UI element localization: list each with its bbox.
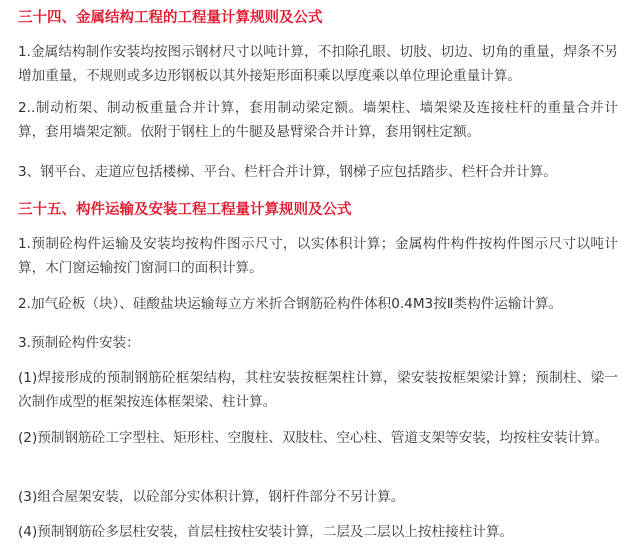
section-35-item-3-2: (2)预制钢筋砼工字型柱、矩形柱、空腹柱、双肢柱、空心柱、管道支架等安装，均按柱安装计算。	[18, 430, 609, 446]
section-35-item-3-3: (3)组合屋架安装，以砼部分实体积计算，钢杆件部分不另计算。	[18, 489, 405, 505]
section-35-item-3: 3.预制砼构件安装：	[18, 335, 140, 351]
section-34-item-2: 2..制动桁架、制动板重量合并计算，套用制动梁定额。墙架柱、墙架梁及连接柱杆的重量合并计算，套用墙架定额。依附于钢柱上的牛腿及悬臂梁合并计算，套用钢柱定额。	[18, 100, 618, 140]
section-35-item-1: 1.预制砼构件运输及安装均按构件图示尺寸，以实体积计算；金属构件构件按构件图示尺寸以吨计算，木门窗运输按门窗洞口的面积计算。	[18, 236, 618, 276]
section-34-item-1: 1.金属结构制作安装均按图示钢材尺寸以吨计算，不扣除孔眼、切肢、切边、切角的重量，焊条不另增加重量，不规则或多边形钢板以其外接矩形面积乘以厚度乘以单位理论重量计算。	[18, 44, 618, 84]
section-35-item-3-1: (1)焊接形成的预制钢筋砼框架结构，其柱安装按框架柱计算，梁安装按框架梁计算；预制柱、梁一次制作成型的框架按连体框架梁、柱计算。	[18, 370, 618, 410]
section-34-title: 三十四、金属结构工程的工程量计算规则及公式	[18, 10, 323, 26]
section-34-item-3: 3、钢平台、走道应包括楼梯、平台、栏杆合并计算，钢梯子应包括踏步、栏杆合并计算。	[18, 164, 557, 180]
section-35-item-3-4: (4)预制钢筋砼多层柱安装，首层柱按柱安装计算，二层及二层以上按柱接柱计算。	[18, 524, 514, 540]
section-35-item-2: 2.加气砼板（块）、硅酸盐块运输每立方米折合钢筋砼构件体积0.4M3按Ⅱ类构件运输计算。	[18, 296, 563, 312]
section-35-title: 三十五、构件运输及安装工程工程量计算规则及公式	[18, 202, 352, 218]
